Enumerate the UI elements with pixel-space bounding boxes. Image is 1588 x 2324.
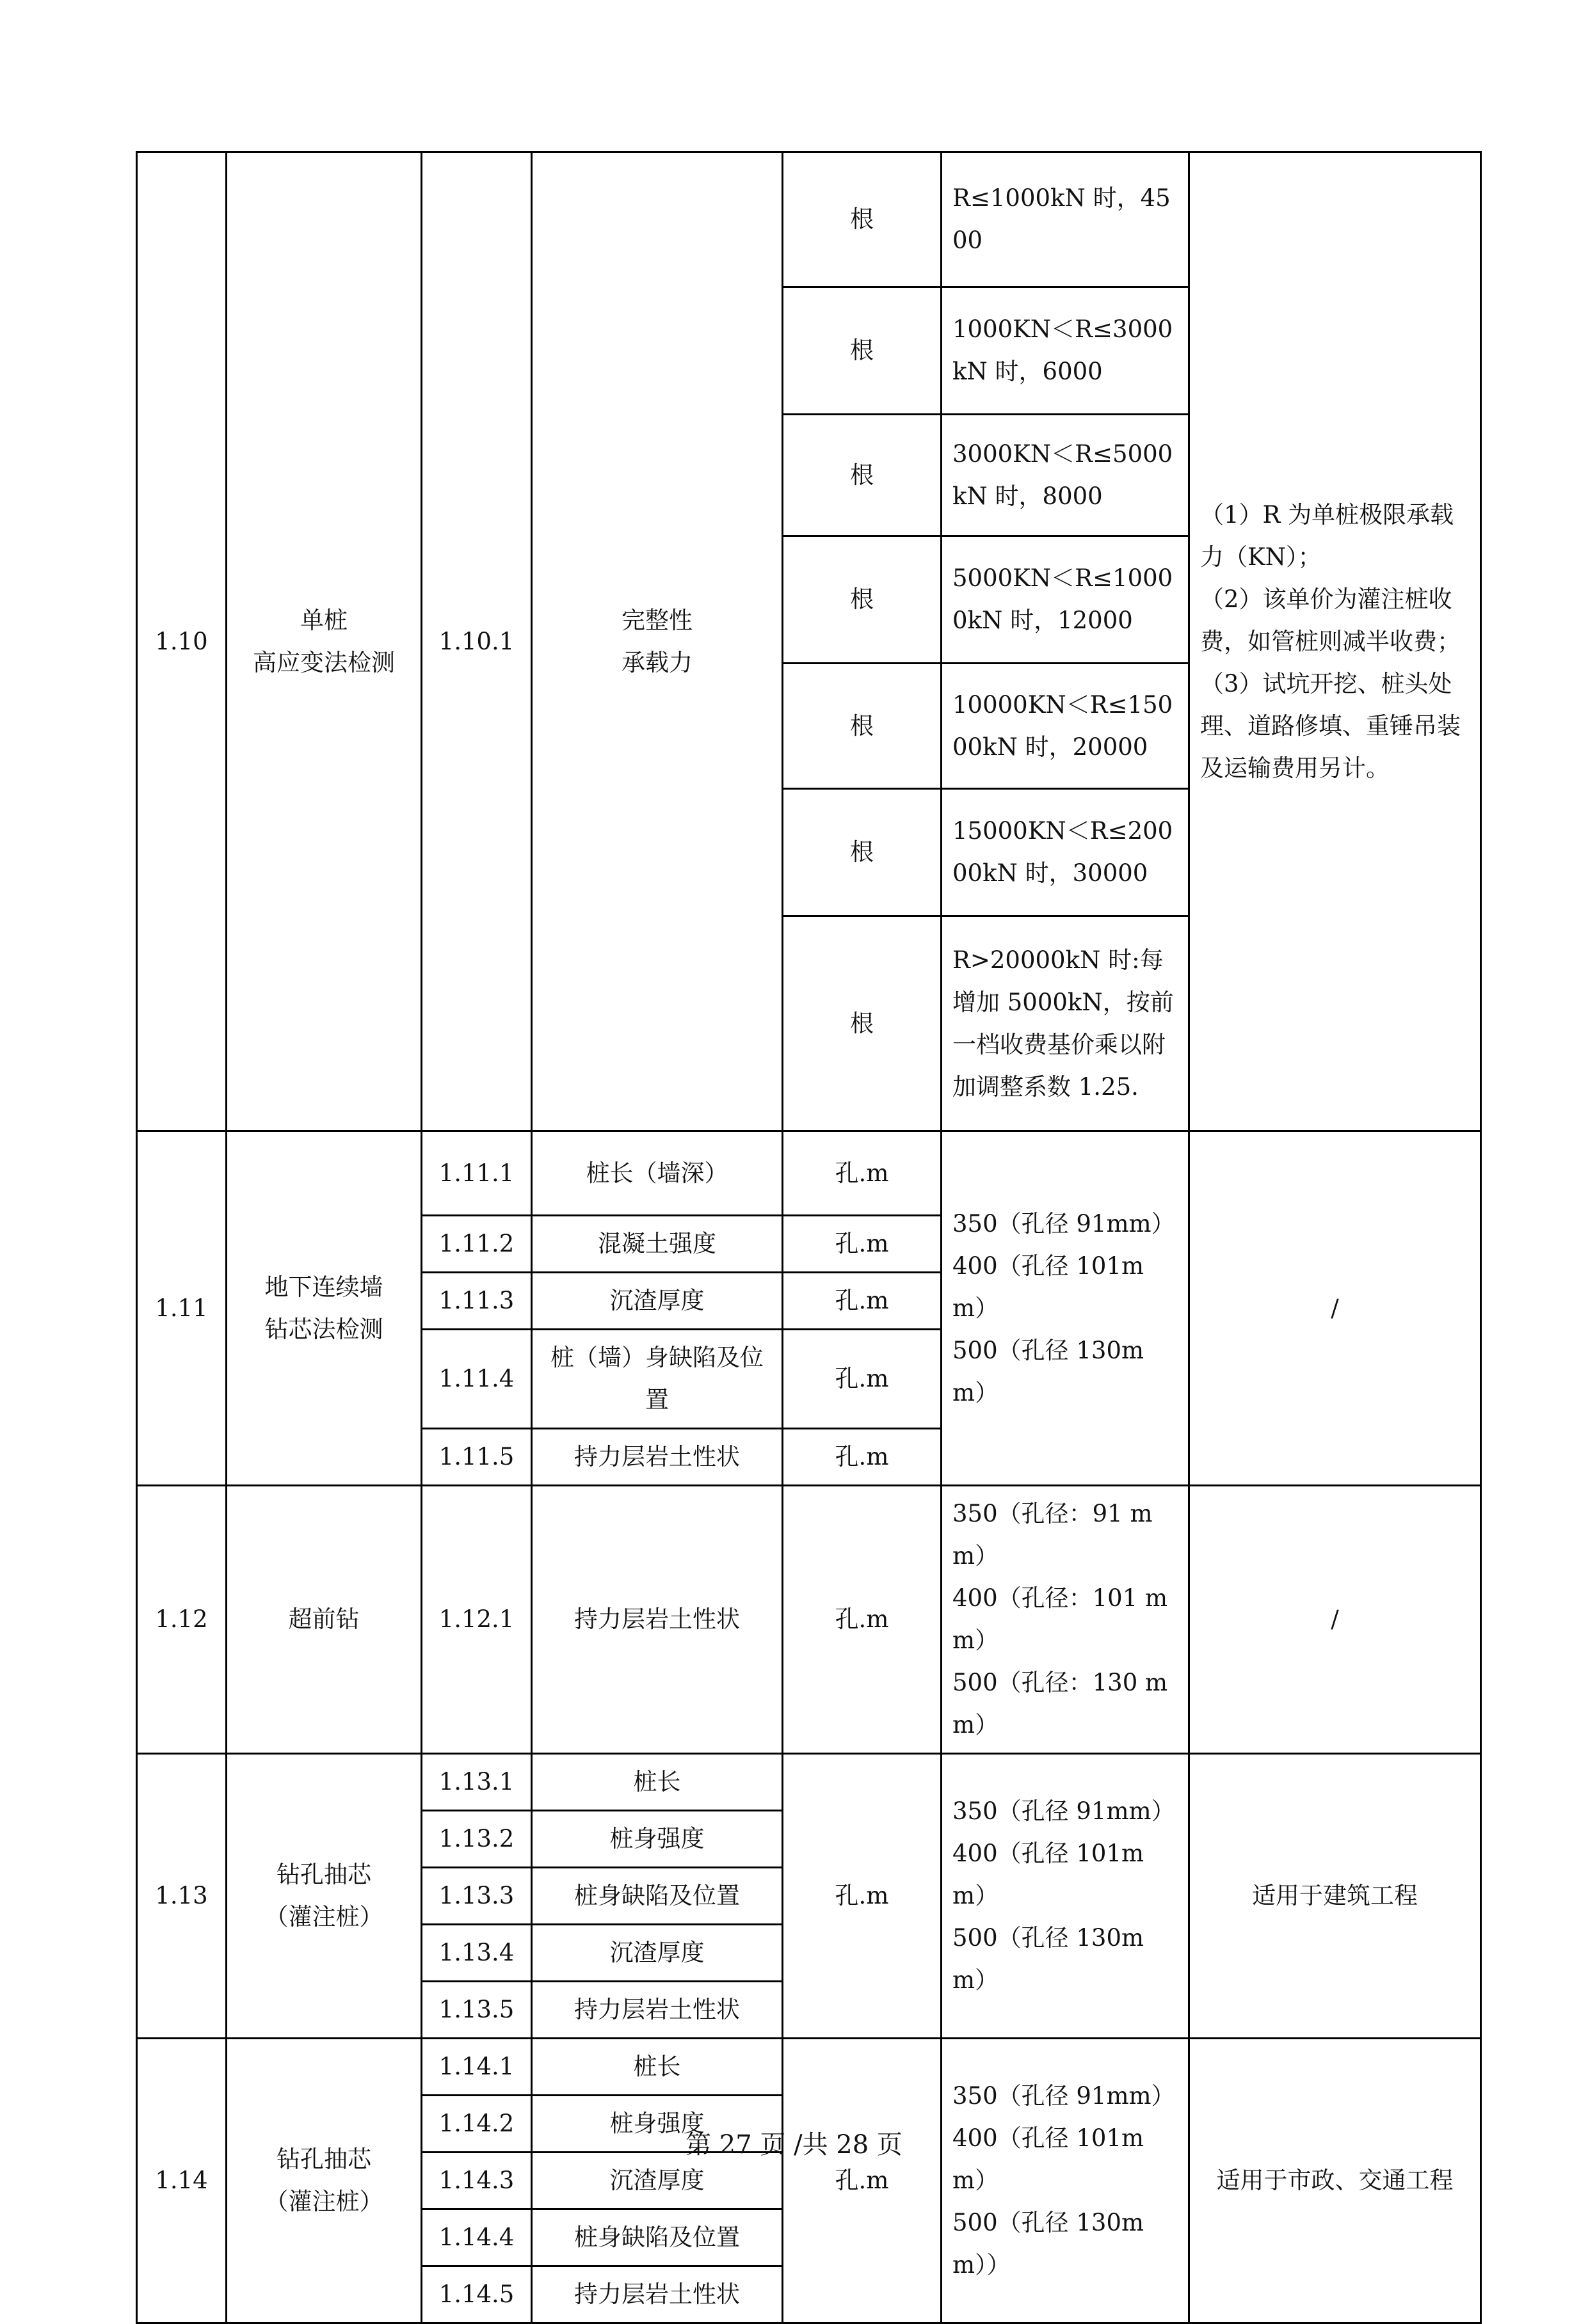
table-row xyxy=(137,152,1481,287)
item-number: 1.12 xyxy=(137,1486,227,1754)
price-cell: 15000KN＜R≤20000kN 时，30000 xyxy=(942,789,1189,916)
unit-cell: 根 xyxy=(783,415,942,536)
item-number: 1.10 xyxy=(137,152,227,1131)
remark-cell: （1）R 为单桩极限承载力（KN）； （2）该单价为灌注桩收费，如管桩则减半收费； （3）试坑开挖、桩头处理、道路修填、重锤吊装及运输费用另计。 xyxy=(1189,152,1481,1131)
test-parameter: 桩长（墙深） xyxy=(532,1131,783,1216)
sub-item-number: 1.14.4 xyxy=(422,2209,532,2266)
sub-item-number: 1.14.3 xyxy=(422,2153,532,2209)
test-parameter: 沉渣厚度 xyxy=(532,1273,783,1330)
fee-table xyxy=(136,151,1482,2324)
table-row xyxy=(137,1754,1481,1811)
item-name: 单桩 高应变法检测 xyxy=(227,152,422,1131)
test-parameter: 沉渣厚度 xyxy=(532,1925,783,1982)
page-footer: 第 27 页 /共 28 页 xyxy=(686,2130,902,2160)
sub-item-number: 1.13.5 xyxy=(422,1982,532,2039)
sub-item-number: 1.11.5 xyxy=(422,1429,532,1486)
price-cell: R≤1000kN 时，4500 xyxy=(942,152,1189,287)
item-name: 钻孔抽芯 （灌注桩） xyxy=(227,2039,422,2323)
test-parameter: 桩长 xyxy=(532,2039,783,2096)
item-name: 地下连续墙 钻芯法检测 xyxy=(227,1131,422,1486)
test-parameter: 持力层岩土性状 xyxy=(532,1982,783,2039)
unit-cell: 孔.m xyxy=(783,1216,942,1273)
sub-item-number: 1.13.2 xyxy=(422,1811,532,1868)
sub-item-number: 1.11.4 xyxy=(422,1330,532,1429)
test-parameter: 桩身强度 xyxy=(532,2096,783,2153)
sub-item-number: 1.13.4 xyxy=(422,1925,532,1982)
sub-item-number: 1.14.2 xyxy=(422,2096,532,2153)
unit-cell: 根 xyxy=(783,152,942,287)
test-parameter: 桩身强度 xyxy=(532,1811,783,1868)
item-number: 1.13 xyxy=(137,1754,227,2039)
unit-cell: 根 xyxy=(783,789,942,916)
item-name: 钻孔抽芯 （灌注桩） xyxy=(227,1754,422,2039)
table-row xyxy=(137,2039,1481,2096)
unit-cell: 孔.m xyxy=(783,1131,942,1216)
item-name: 超前钻 xyxy=(227,1486,422,1754)
price-cell: 10000KN＜R≤15000kN 时，20000 xyxy=(942,664,1189,789)
table-row xyxy=(137,1131,1481,1216)
test-parameter: 桩身缺陷及位置 xyxy=(532,2209,783,2266)
sub-item-number: 1.10.1 xyxy=(422,152,532,1131)
unit-cell: 孔.m xyxy=(783,1486,942,1754)
price-cell: 350（孔径 91mm） 400（孔径 101mm） 500（孔径 130mm） xyxy=(942,1754,1189,2039)
unit-cell: 孔.m xyxy=(783,1429,942,1486)
test-parameter: 完整性 承载力 xyxy=(532,152,783,1131)
remark-cell: / xyxy=(1189,1486,1481,1754)
unit-cell: 孔.m xyxy=(783,2039,942,2323)
unit-cell: 孔.m xyxy=(783,1330,942,1429)
unit-cell: 根 xyxy=(783,916,942,1131)
remark-cell: 适用于建筑工程 xyxy=(1189,1754,1481,2039)
unit-cell: 孔.m xyxy=(783,1273,942,1330)
table-row xyxy=(137,1486,1481,1754)
price-cell: 350（孔径 91mm） 400（孔径 101mm） 500（孔径 130mm）） xyxy=(942,2039,1189,2323)
remark-cell: / xyxy=(1189,1131,1481,1486)
test-parameter: 桩身缺陷及位置 xyxy=(532,1868,783,1925)
test-parameter: 沉渣厚度 xyxy=(532,2153,783,2209)
unit-cell: 孔.m xyxy=(783,1754,942,2039)
price-cell: 5000KN＜R≤10000kN 时，12000 xyxy=(942,536,1189,664)
test-parameter: 持力层岩土性状 xyxy=(532,1486,783,1754)
unit-cell: 根 xyxy=(783,664,942,789)
sub-item-number: 1.11.2 xyxy=(422,1216,532,1273)
price-cell: 3000KN＜R≤5000kN 时，8000 xyxy=(942,415,1189,536)
sub-item-number: 1.11.3 xyxy=(422,1273,532,1330)
sub-item-number: 1.13.3 xyxy=(422,1868,532,1925)
unit-cell: 根 xyxy=(783,536,942,664)
test-parameter: 持力层岩土性状 xyxy=(532,2266,783,2323)
price-cell: R>20000kN 时:每增加 5000kN，按前一档收费基价乘以附加调整系数 1.25. xyxy=(942,916,1189,1131)
sub-item-number: 1.12.1 xyxy=(422,1486,532,1754)
unit-cell: 根 xyxy=(783,287,942,415)
price-cell: 350（孔径 91mm） 400（孔径 101mm） 500（孔径 130mm） xyxy=(942,1131,1189,1486)
item-number: 1.14 xyxy=(137,2039,227,2323)
sub-item-number: 1.14.5 xyxy=(422,2266,532,2323)
remark-cell: 适用于市政、交通工程 xyxy=(1189,2039,1481,2323)
item-number: 1.11 xyxy=(137,1131,227,1486)
test-parameter: 混凝土强度 xyxy=(532,1216,783,1273)
sub-item-number: 1.11.1 xyxy=(422,1131,532,1216)
price-cell: 350（孔径：91 mm） 400（孔径：101 mm） 500（孔径：130 mm） xyxy=(942,1486,1189,1754)
test-parameter: 桩长 xyxy=(532,1754,783,1811)
price-cell: 1000KN＜R≤3000kN 时，6000 xyxy=(942,287,1189,415)
sub-item-number: 1.13.1 xyxy=(422,1754,532,1811)
test-parameter: 桩（墙）身缺陷及位置 xyxy=(532,1330,783,1429)
sub-item-number: 1.14.1 xyxy=(422,2039,532,2096)
test-parameter: 持力层岩土性状 xyxy=(532,1429,783,1486)
